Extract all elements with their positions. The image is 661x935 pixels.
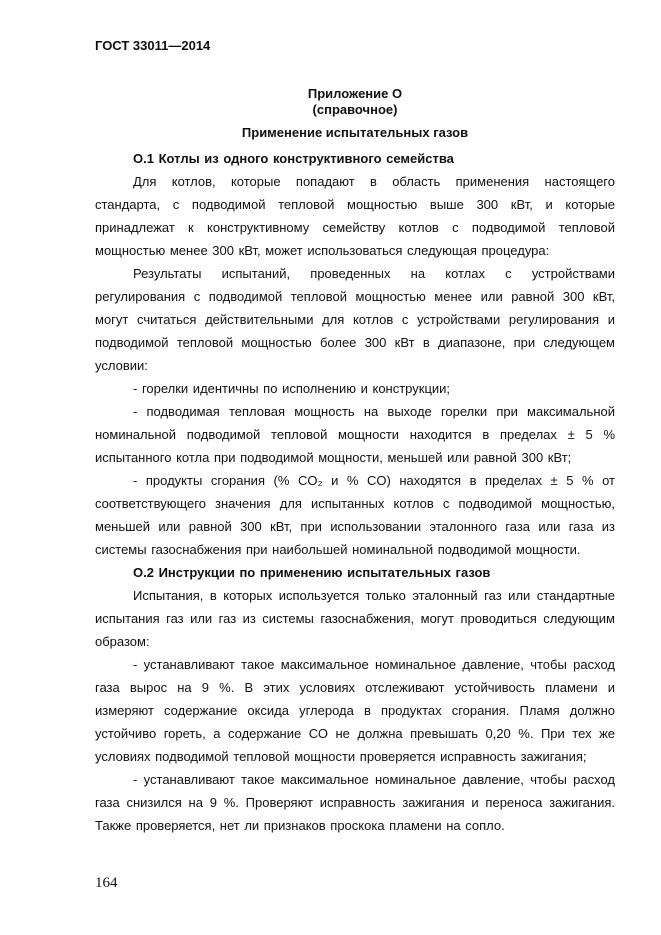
paragraph — [95, 170, 615, 262]
paragraph-line: стандарта, с подводимой тепловой мощностью выше 300 кВт, и которые — [95, 197, 615, 212]
paragraph — [95, 400, 615, 469]
paragraph-line: меньшей или равной 300 кВт, при использовании эталонного газа или газа из — [95, 519, 615, 534]
paragraph — [95, 584, 615, 653]
appendix-name: Применение испытательных газов — [241, 125, 469, 140]
heading-text: О.1 Котлы из одного конструктивного семейства — [133, 151, 454, 166]
paragraph-line: регулирования с подводимой тепловой мощностью менее или равной 300 кВт, — [95, 289, 615, 304]
heading-text: О.2 Инструкции по применению испытательных газов — [133, 565, 491, 580]
paragraph-line: могут считаться действительными для котлов с устройствами регулирования и — [95, 312, 615, 327]
paragraph-line: условиях подводимой тепловой мощности проверяется исправность зажигания; — [95, 749, 587, 764]
section-heading — [95, 147, 615, 170]
section-heading — [95, 561, 615, 584]
paragraph-line: образом: — [95, 634, 150, 649]
paragraph-line: устойчиво гореть, а содержание СО не должна превышать 0,20 %. При тех же — [95, 726, 615, 741]
paragraph — [95, 377, 615, 400]
paragraph-line: системы газоснабжения при наибольшей номинальной подводимой мощности. — [95, 542, 581, 557]
paragraph-line: Результаты испытаний, проведенных на котлах с устройствами — [133, 266, 615, 281]
paragraph-line: Также проверяется, нет ли признаков проскока пламени на сопло. — [95, 818, 505, 833]
paragraph-line: - устанавливают такое максимальное номинальное давление, чтобы расход — [133, 772, 615, 787]
paragraph — [95, 469, 615, 561]
paragraph-line: - горелки идентичны по исполнению и конструкции; — [133, 381, 451, 396]
paragraph-line: Для котлов, которые попадают в область применения настоящего — [133, 174, 615, 189]
paragraph-line: газа вырос на 9 %. В этих условиях отслеживают устойчивость пламени и — [95, 680, 615, 695]
page-number: 164 — [95, 875, 118, 891]
paragraph — [95, 653, 615, 768]
paragraph-line: принадлежат к конструктивному семейству котлов с подводимой тепловой — [95, 220, 615, 235]
paragraph-line: - подводимая тепловая мощность на выходе горелки при максимальной — [133, 404, 615, 419]
paragraph-line: испытания газ или газ из системы газоснабжения, могут проводиться следующим — [95, 611, 615, 626]
paragraph-line: газа снизился на 9 %. Проверяют исправность зажигания и переноса зажигания. — [95, 795, 615, 810]
document-code: ГОСТ 33011—2014 — [95, 38, 211, 53]
paragraph-line: номинальной подводимой тепловой мощности находится в пределах ± 5 % — [95, 427, 615, 442]
appendix-status: (справочное) — [312, 102, 398, 117]
paragraph-line: подводимой тепловой мощностью более 300 кВт в диапазоне, при следующем — [95, 335, 615, 350]
document-body — [95, 147, 615, 837]
paragraph-line: - устанавливают такое максимальное номинальное давление, чтобы расход — [133, 657, 615, 672]
paragraph — [95, 262, 615, 377]
paragraph-line: испытанного котла при подводимой мощности, меньшей или равной 300 кВт; — [95, 450, 572, 465]
paragraph-line: соответствующего значения для испытанных котлов с подводимой мощностью, — [95, 496, 615, 511]
appendix-title: Приложение О — [307, 86, 403, 101]
paragraph-line: условии: — [95, 358, 148, 373]
paragraph-line: Испытания, в которых используется только эталонный газ или стандартные — [133, 588, 615, 603]
paragraph-line: измеряют содержание оксида углерода в продуктах сгорания. Пламя должно — [95, 703, 615, 718]
paragraph-line: - продукты сгорания (% CO₂ и % CO) находятся в пределах ± 5 % от — [133, 473, 615, 488]
paragraph — [95, 768, 615, 837]
paragraph-line: мощностью менее 300 кВт, может использоваться следующая процедура: — [95, 243, 550, 258]
